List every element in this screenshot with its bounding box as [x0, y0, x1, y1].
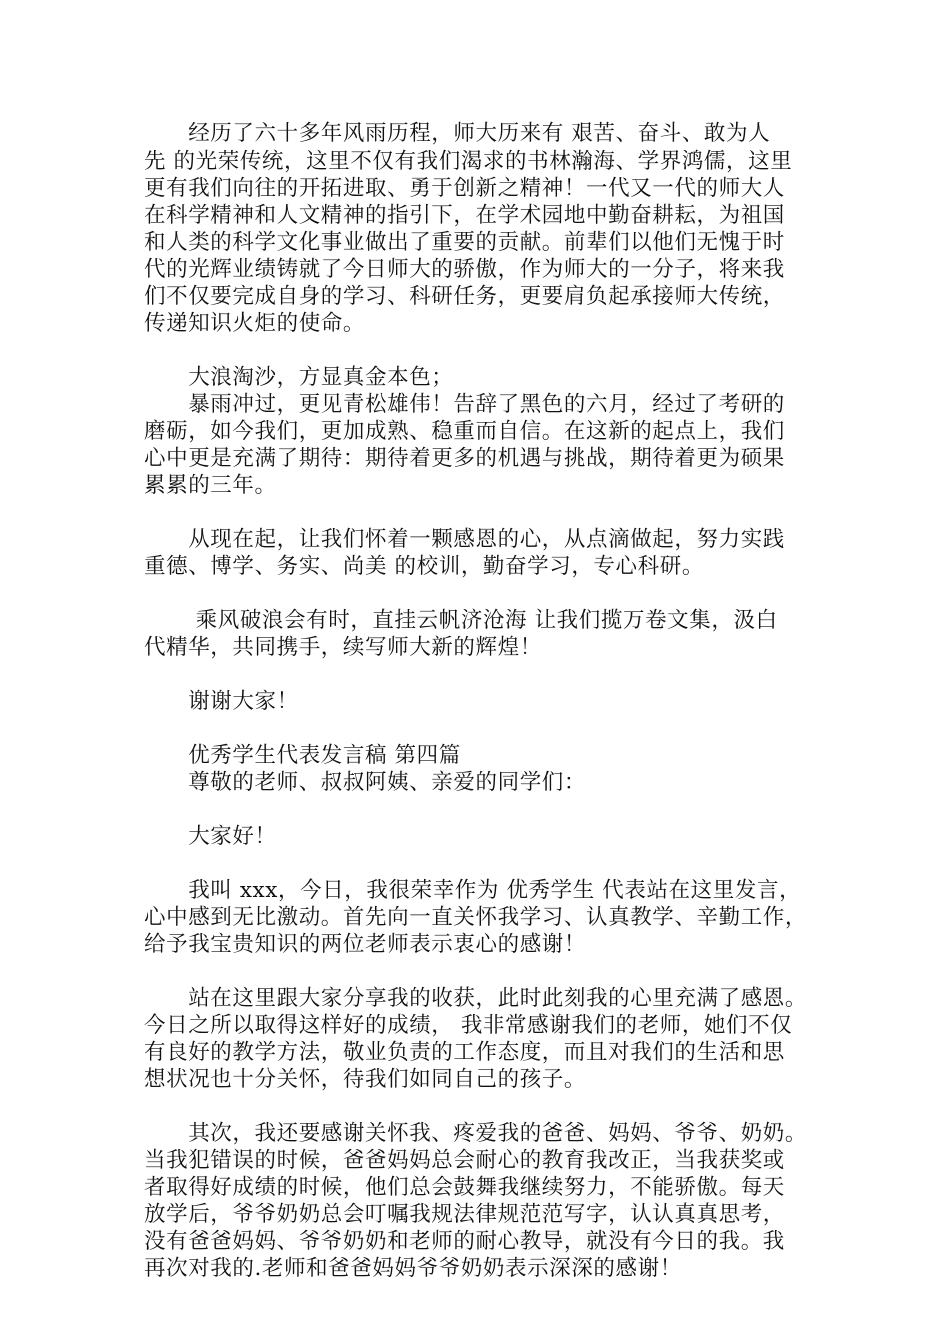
text-line: 从现在起，让我们怀着一颗感恩的心，从点滴做起，努力实践: [144, 527, 785, 552]
text-line: 想状况也十分关怀，待我们如同自己的孩子。: [144, 1067, 587, 1092]
text-line: 暴雨冲过，更见青松雄伟！告辞了黑色的六月，经过了考研的: [144, 392, 785, 417]
text-line: 大家好！: [144, 824, 277, 849]
text-line: 和人类的科学文化事业做出了重要的贡献。前辈们以他们无愧于时: [144, 230, 785, 255]
text-line: 给予我宝贵知识的两位老师表示衷心的感谢！: [144, 932, 587, 957]
text-line: 今日之所以取得这样好的成绩， 我非常感谢我们的老师，她们不仅: [144, 1013, 793, 1038]
text-line: 们不仅要完成自身的学习、科研任务，更要肩负起承接师大传统，: [144, 284, 785, 309]
text-line: 代的光辉业绩铸就了今日师大的骄傲，作为师大的一分子，将来我: [144, 257, 785, 282]
text-line: 再次对我的.老师和爸爸妈妈爷爷奶奶表示深深的感谢！: [144, 1256, 682, 1281]
text-line: 更有我们向往的开拓进取、勇于创新之精神！一代又一代的师大人: [144, 176, 785, 201]
text-line: 经历了六十多年风雨历程，师大历来有 艰苦、奋斗、敢为人: [144, 121, 771, 146]
text-line: 没有爸爸妈妈、爷爷奶奶和老师的耐心教导，就没有今日的我。我: [144, 1229, 785, 1254]
text-line: 代精华，共同携手，续写师大新的辉煌！: [144, 635, 542, 660]
text-line: 者取得好成绩的时候，他们总会鼓舞我继续努力，不能骄傲。每天: [144, 1175, 785, 1200]
text-line: 传递知识火炬的使命。: [144, 311, 366, 336]
section-title: 优秀学生代表发言稿 第四篇: [144, 743, 461, 768]
text-line: 其次，我还要感谢关怀我、疼爱我的爸爸、妈妈、爷爷、奶奶。: [144, 1121, 808, 1146]
text-line: 我叫 xxx，今日，我很荣幸作为 优秀学生 代表站在这里发言，: [144, 878, 802, 903]
text-line: 累累的三年。: [144, 473, 277, 498]
text-line: 大浪淘沙，方显真金本色；: [144, 365, 454, 390]
text-line: 先 的光荣传统，这里不仅有我们渴求的书林瀚海、学界鸿儒，这里: [144, 149, 793, 174]
text-line: 当我犯错误的时候，爸爸妈妈总会耐心的教育我改正，当我获奖或: [144, 1148, 785, 1173]
text-line: 站在这里跟大家分享我的收获，此时此刻我的心里充满了感恩。: [144, 986, 808, 1011]
text-line: 在科学精神和人文精神的指引下，在学术园地中勤奋耕耘，为祖国: [144, 203, 785, 228]
text-line: 心中更是充满了期待：期待着更多的机遇与挑战，期待着更为硕果: [144, 446, 785, 471]
text-line: 心中感到无比激动。首先向一直关怀我学习、认真教学、辛勤工作，: [144, 905, 808, 930]
text-line: 磨砺，如今我们，更加成熟、稳重而自信。在这新的起点上，我们: [144, 419, 785, 444]
text-line: 放学后，爷爷奶奶总会叮嘱我规法律规范范写字，认认真真思考，: [144, 1202, 785, 1227]
text-line: 有良好的教学方法，敬业负责的工作态度，而且对我们的生活和思: [144, 1040, 785, 1065]
text-line: 重德、博学、务实、尚美 的校训，勤奋学习，专心科研。: [144, 554, 704, 579]
text-line: 尊敬的老师、叔叔阿姨、亲爱的同学们：: [144, 770, 587, 795]
text-line: 乘风破浪会有时，直挂云帆济沧海 让我们揽万卷文集，汲白: [144, 608, 778, 633]
text-line: 谢谢大家！: [144, 689, 299, 714]
